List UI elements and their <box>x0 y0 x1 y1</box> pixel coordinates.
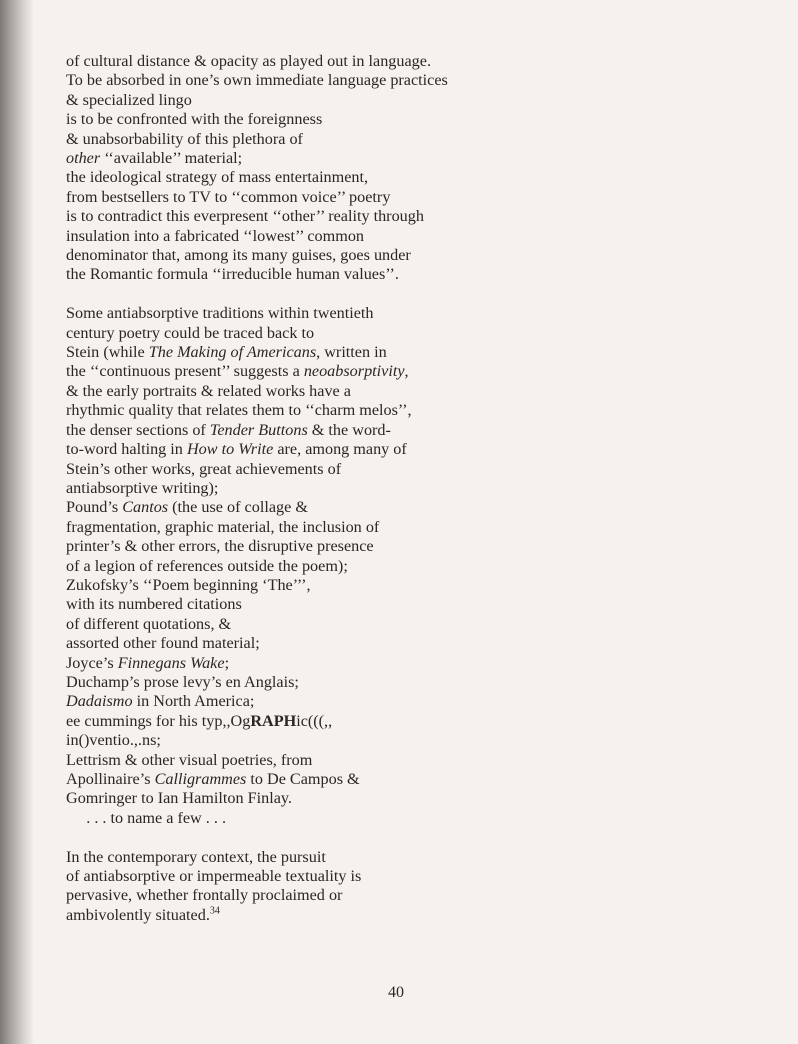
text-line <box>66 518 506 537</box>
text-segment: , <box>404 362 409 381</box>
text-line <box>66 362 506 381</box>
text-line <box>66 731 506 750</box>
text-segment: in()ventio.,.ns; <box>66 731 161 750</box>
text-segment: To be absorbed in one’s own immediate language practices <box>66 71 448 90</box>
text-segment: in North America; <box>132 692 255 711</box>
italic-title: Calligrammes <box>154 770 247 789</box>
text-line <box>66 343 506 362</box>
book-gutter-shadow <box>0 0 34 1044</box>
text-line <box>66 809 506 828</box>
text-line <box>66 692 506 711</box>
text-line <box>66 168 506 187</box>
text-segment: ic(((,, <box>296 711 333 730</box>
text-segment: are, among many of <box>273 440 407 459</box>
text-line <box>66 71 506 90</box>
italic-title: Cantos <box>122 498 169 517</box>
italic-title: neoabsorptivity <box>303 362 405 381</box>
text-line <box>66 479 506 498</box>
text-line <box>66 227 506 246</box>
text-segment: is to contradict this everpresent ‘‘other’’ reality through <box>66 207 424 226</box>
text-segment: Stein (while <box>66 343 149 362</box>
text-segment: the ‘‘continuous present’’ suggests a <box>66 362 304 381</box>
text-segment: ee cummings for his typ,,Og <box>66 711 251 730</box>
text-segment: century poetry could be traced back to <box>66 323 315 342</box>
text-segment: ; <box>224 653 230 672</box>
text-line <box>66 789 506 808</box>
text-line <box>66 382 506 401</box>
text-line <box>66 906 506 925</box>
text-segment: Pound’s <box>66 498 123 517</box>
text-segment: & the early portraits & related works have a <box>66 381 351 400</box>
text-segment: assorted other found material; <box>66 634 260 653</box>
text-line <box>66 304 506 323</box>
text-line <box>66 615 506 634</box>
text-segment: Zukofsky’s ‘‘Poem beginning ‘The’’’, <box>66 575 311 594</box>
italic-title: Finnegans Wake <box>117 653 225 672</box>
text-segment: Gomringer to Ian Hamilton Finlay. <box>66 789 292 808</box>
text-line <box>66 634 506 653</box>
text-segment: & the word- <box>307 420 391 439</box>
footnote-marker: 34 <box>209 905 220 917</box>
text-line <box>66 576 506 595</box>
text-segment: is to be confronted with the foreignness <box>66 110 323 129</box>
text-segment: Lettrism & other visual poetries, from <box>66 750 313 769</box>
text-line <box>66 557 506 576</box>
text-line <box>66 246 506 265</box>
italic-title: other <box>66 149 101 168</box>
text-segment: antiabsorptive writing); <box>66 478 219 497</box>
paragraph <box>66 52 506 285</box>
italic-title: Tender Buttons <box>209 420 308 439</box>
text-segment: with its numbered citations <box>66 595 242 614</box>
text-segment: rhythmic quality that relates them to ‘‘charm melos’’, <box>66 401 412 420</box>
text-line <box>66 130 506 149</box>
paragraph <box>66 304 506 828</box>
text-segment: of cultural distance & opacity as played out in language. <box>66 52 432 70</box>
text-segment: to De Campos & <box>246 770 360 789</box>
text-line <box>66 751 506 770</box>
text-segment: denominator that, among its many guises, goes under <box>66 246 411 265</box>
page-number: 40 <box>388 984 404 1001</box>
text-line <box>66 149 506 168</box>
text-segment: ‘‘available’’ material; <box>100 149 243 168</box>
text-line <box>66 440 506 459</box>
text-line <box>66 867 506 886</box>
text-segment: the denser sections of <box>66 420 210 439</box>
text-segment: the Romantic formula ‘‘irreducible human values’’. <box>66 265 399 284</box>
text-line <box>66 91 506 110</box>
text-line <box>66 886 506 905</box>
text-segment: Apollinaire’s <box>66 770 155 789</box>
text-line <box>66 673 506 692</box>
text-segment: insulation into a fabricated ‘‘lowest’’ common <box>66 226 365 245</box>
text-segment: ambivolently situated. <box>66 905 210 924</box>
paragraph <box>66 848 506 926</box>
text-segment: , written in <box>316 343 387 362</box>
text-segment: to-word halting in <box>66 440 187 459</box>
text-segment: Joyce’s <box>66 653 118 672</box>
text-segment: Duchamp’s prose levy’s en Anglais; <box>66 672 299 691</box>
text-line <box>66 110 506 129</box>
text-segment: fragmentation, graphic material, the inclusion of <box>66 517 380 536</box>
text-line <box>66 770 506 789</box>
text-line <box>66 52 506 71</box>
text-line <box>66 498 506 517</box>
text-segment: printer’s & other errors, the disruptive presence <box>66 537 374 556</box>
text-segment: . . . to name a few . . . <box>66 808 227 827</box>
text-segment: of antiabsorptive or impermeable textuality is <box>66 867 362 886</box>
text-line <box>66 595 506 614</box>
text-segment: from bestsellers to TV to ‘‘common voice’’ poetry <box>66 187 391 206</box>
text-segment: pervasive, whether frontally proclaimed or <box>66 886 343 905</box>
italic-title: The Making of Americans <box>148 343 317 362</box>
text-line <box>66 265 506 284</box>
text-segment: & unabsorbability of this plethora of <box>66 129 303 148</box>
text-line <box>66 401 506 420</box>
text-segment: of a legion of references outside the poem); <box>66 556 348 575</box>
text-segment: of different quotations, & <box>66 614 232 633</box>
text-segment: the ideological strategy of mass entertainment, <box>66 168 369 187</box>
text-line <box>66 848 506 867</box>
bold-text: RAPH <box>250 711 297 730</box>
text-line <box>66 188 506 207</box>
text-segment: Stein’s other works, great achievements of <box>66 459 342 478</box>
text-segment: Some antiabsorptive traditions within twentieth <box>66 304 374 323</box>
text-line <box>66 460 506 479</box>
text-segment: In the contemporary context, the pursuit <box>66 847 326 866</box>
italic-title: Dadaismo <box>66 692 133 711</box>
text-segment: (the use of collage & <box>168 498 308 517</box>
text-line <box>66 712 506 731</box>
italic-title: How to Write <box>186 440 274 459</box>
text-segment: & specialized lingo <box>66 90 192 109</box>
page-body <box>66 52 506 945</box>
text-line <box>66 421 506 440</box>
text-line <box>66 654 506 673</box>
text-line <box>66 207 506 226</box>
text-line <box>66 324 506 343</box>
text-line <box>66 537 506 556</box>
